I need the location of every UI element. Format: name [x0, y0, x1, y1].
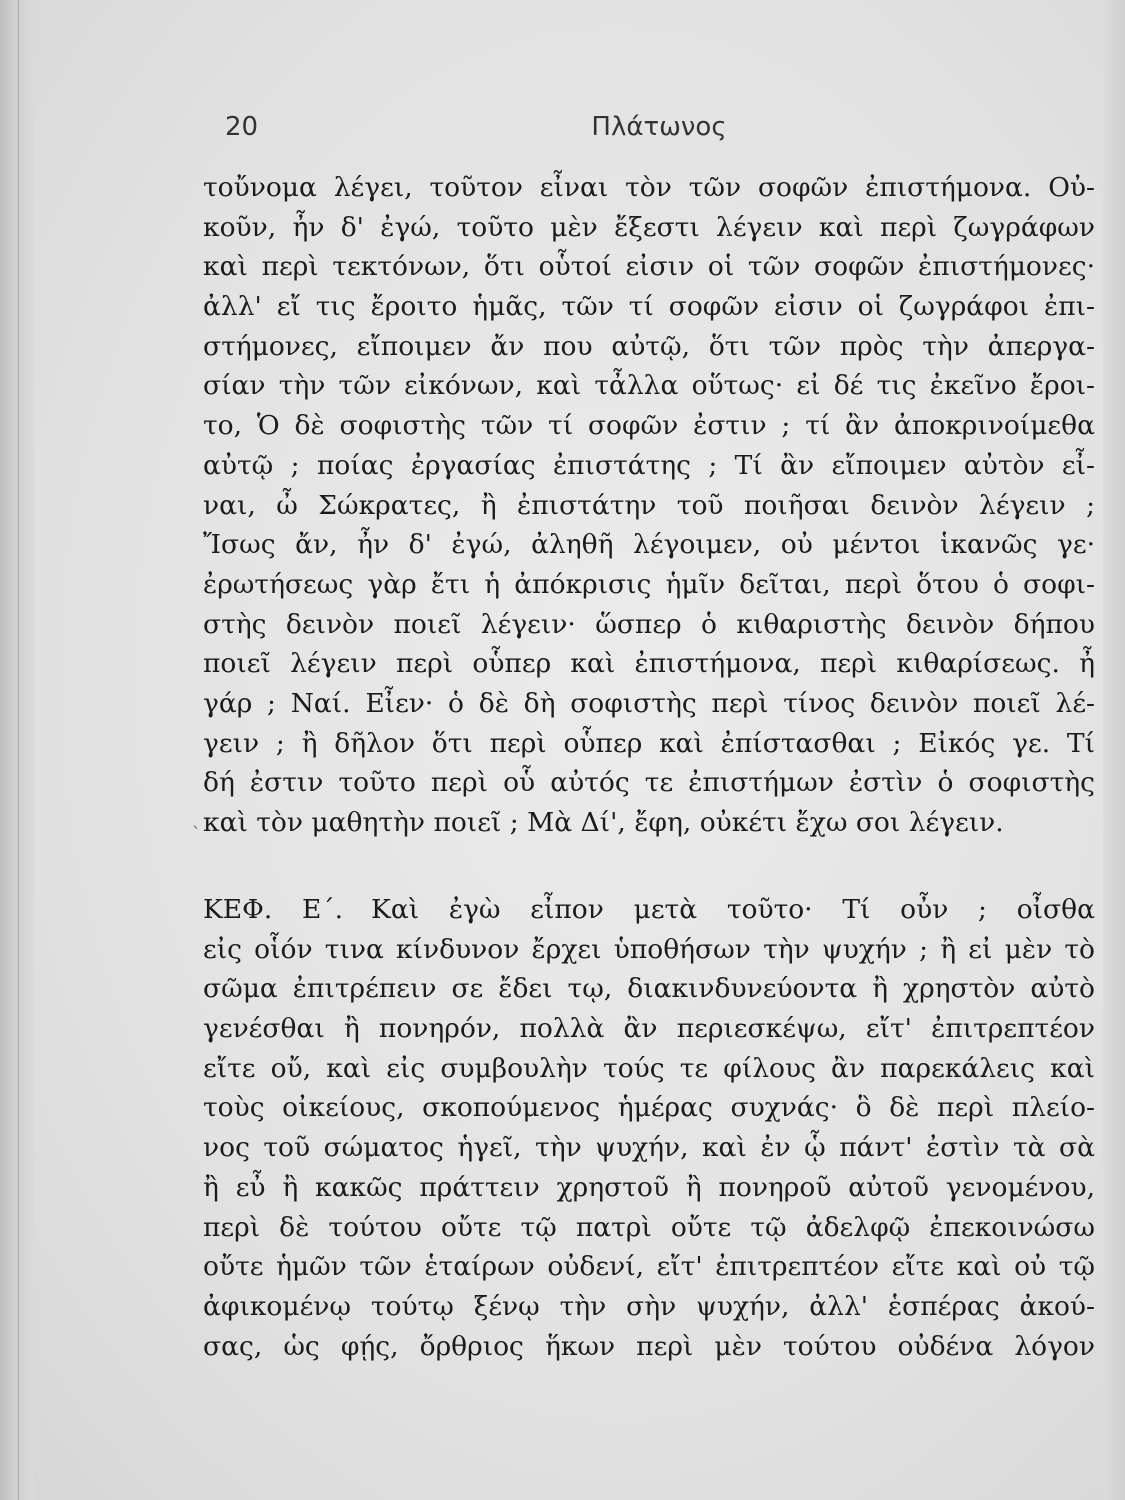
text-line: σῶμα ἐπιτρέπειν σε ἔδει τῳ, διακινδυνεύοντα ἢ χρηστὸν αὐτὸ — [203, 973, 1095, 1005]
page-header — [225, 112, 1105, 152]
text-line: τοὔνομα λέγει, τοῦτον εἶναι τὸν τῶν σοφῶν ἐπιστήμονα. Οὐ- — [203, 172, 1095, 203]
text-line: καὶ περὶ τεκτόνων, ὅτι οὗτοί εἰσιν οἱ τῶν σοφῶν ἐπιστήμονες· — [203, 251, 1095, 283]
text-line: στὴς δεινὸν ποιεῖ λέγειν· ὥσπερ ὁ κιθαριστὴς δεινὸν δήπου — [203, 608, 1095, 640]
text-line: νος τοῦ σώματος ἡγεῖ, τὴν ψυχήν, καὶ ἐν ᾧ πάντ' ἐστὶν τὰ σὰ — [203, 1132, 1095, 1164]
paragraph-1 — [203, 168, 1095, 843]
chapter-first-line-text: Καὶ ἐγὼ εἶπον μετὰ τοῦτο· Τί οὖν ; οἶσθα — [371, 894, 1095, 925]
text-line: γάρ ; Ναί. Εἶεν· ὁ δὲ δὴ σοφιστὴς περὶ τίνος δεινὸν ποιεῖ λέ- — [203, 687, 1095, 719]
text-line: ἢ εὖ ἢ κακῶς πράττειν χρηστοῦ ἢ πονηροῦ αὐτοῦ γενομένου, — [203, 1171, 1095, 1203]
text-line: στήμονες, εἴποιμεν ἄν που αὐτῷ, ὅτι τῶν πρὸς τὴν ἀπεργα- — [203, 330, 1095, 362]
text-line: το, Ὁ δὲ σοφιστὴς τῶν τί σοφῶν ἐστιν ; τί ἂν ἀποκρινοίμεθα — [203, 410, 1095, 442]
text-line: σας, ὡς φῄς, ὄρθριος ἥκων περὶ μὲν τούτου οὐδένα λόγον — [203, 1330, 1095, 1362]
running-title: Πλάτωνος — [591, 112, 727, 142]
stray-mark: ` — [192, 824, 201, 845]
text-line: εἰς οἷόν τινα κίνδυνον ἔρχει ὑποθήσων τὴν ψυχήν ; ἢ εἰ μὲν τὸ — [203, 933, 1095, 965]
page-number: 20 — [225, 112, 259, 142]
text-line: ἐρωτήσεως γὰρ ἔτι ἡ ἀπόκρισις ἡμῖν δεῖται, περὶ ὅτου ὁ σοφι- — [203, 568, 1095, 600]
text-line: ἀλλ' εἴ τις ἔροιτο ἡμᾶς, τῶν τί σοφῶν εἰσιν οἱ ζωγράφοι ἐπι- — [203, 291, 1095, 323]
text-line: αὐτῷ ; ποίας ἐργασίας ἐπιστάτης ; Τί ἂν εἴποιμεν αὐτὸν εἶ- — [203, 449, 1095, 481]
chapter-section — [203, 890, 1095, 1366]
page-edge-right — [1103, 0, 1125, 1500]
text-line: τοὺς οἰκείους, σκοπούμενος ἡμέρας συχνάς· ὃ δὲ περὶ πλείο- — [203, 1092, 1095, 1124]
text-line: γειν ; ἢ δῆλον ὅτι περὶ οὗπερ καὶ ἐπίστασθαι ; Εἰκός γε. Τί — [203, 727, 1095, 759]
text-line: ναι, ὦ Σώκρατες, ἢ ἐπιστάτην τοῦ ποιῆσαι δεινὸν λέγειν ; — [203, 489, 1095, 521]
text-line: ἀφικομένῳ τούτῳ ξένῳ τὴν σὴν ψυχήν, ἀλλ' ἑσπέρας ἀκού- — [203, 1290, 1095, 1322]
chapter-label: ΚΕΦ. Ε΄. — [203, 894, 344, 925]
text-line: καὶ τὸν μαθητὴν ποιεῖ ; Μὰ Δί', ἔφη, οὐκέτι ἔχω σοι λέγειν. — [203, 807, 1004, 838]
chapter-first-line — [203, 890, 1095, 930]
text-line: δή ἐστιν τοῦτο περὶ οὗ αὐτός τε ἐπιστήμων ἐστὶν ὁ σοφιστὴς — [203, 767, 1095, 799]
text-line: κοῦν, ἦν δ' ἐγώ, τοῦτο μὲν ἔξεστι λέγειν καὶ περὶ ζωγράφων — [203, 211, 1095, 243]
page-edge-left — [0, 0, 34, 1500]
text-line: Ἴσως ἄν, ἦν δ' ἐγώ, ἀληθῆ λέγοιμεν, οὐ μέντοι ἱκανῶς γε· — [203, 529, 1095, 561]
text-line: ποιεῖ λέγειν περὶ οὗπερ καὶ ἐπιστήμονα, περὶ κιθαρίσεως. ἦ — [203, 648, 1095, 680]
text-line: εἴτε οὔ, καὶ εἰς συμβουλὴν τούς τε φίλους ἂν παρεκάλεις καὶ — [203, 1052, 1095, 1084]
text-line: σίαν τὴν τῶν εἰκόνων, καὶ τἆλλα οὕτως· εἰ δέ τις ἐκεῖνο ἔροι- — [203, 370, 1095, 402]
text-line: οὔτε ἡμῶν τῶν ἑταίρων οὐδενί, εἴτ' ἐπιτρεπτέον εἴτε καὶ οὐ τῷ — [203, 1251, 1095, 1283]
text-line: περὶ δὲ τούτου οὔτε τῷ πατρὶ οὔτε τῷ ἀδελφῷ ἐπεκοινώσω — [203, 1211, 1095, 1243]
page-edge-line — [18, 0, 19, 1500]
text-line: γενέσθαι ἢ πονηρόν, πολλὰ ἂν περιεσκέψω, εἴτ' ἐπιτρεπτέον — [203, 1013, 1095, 1045]
